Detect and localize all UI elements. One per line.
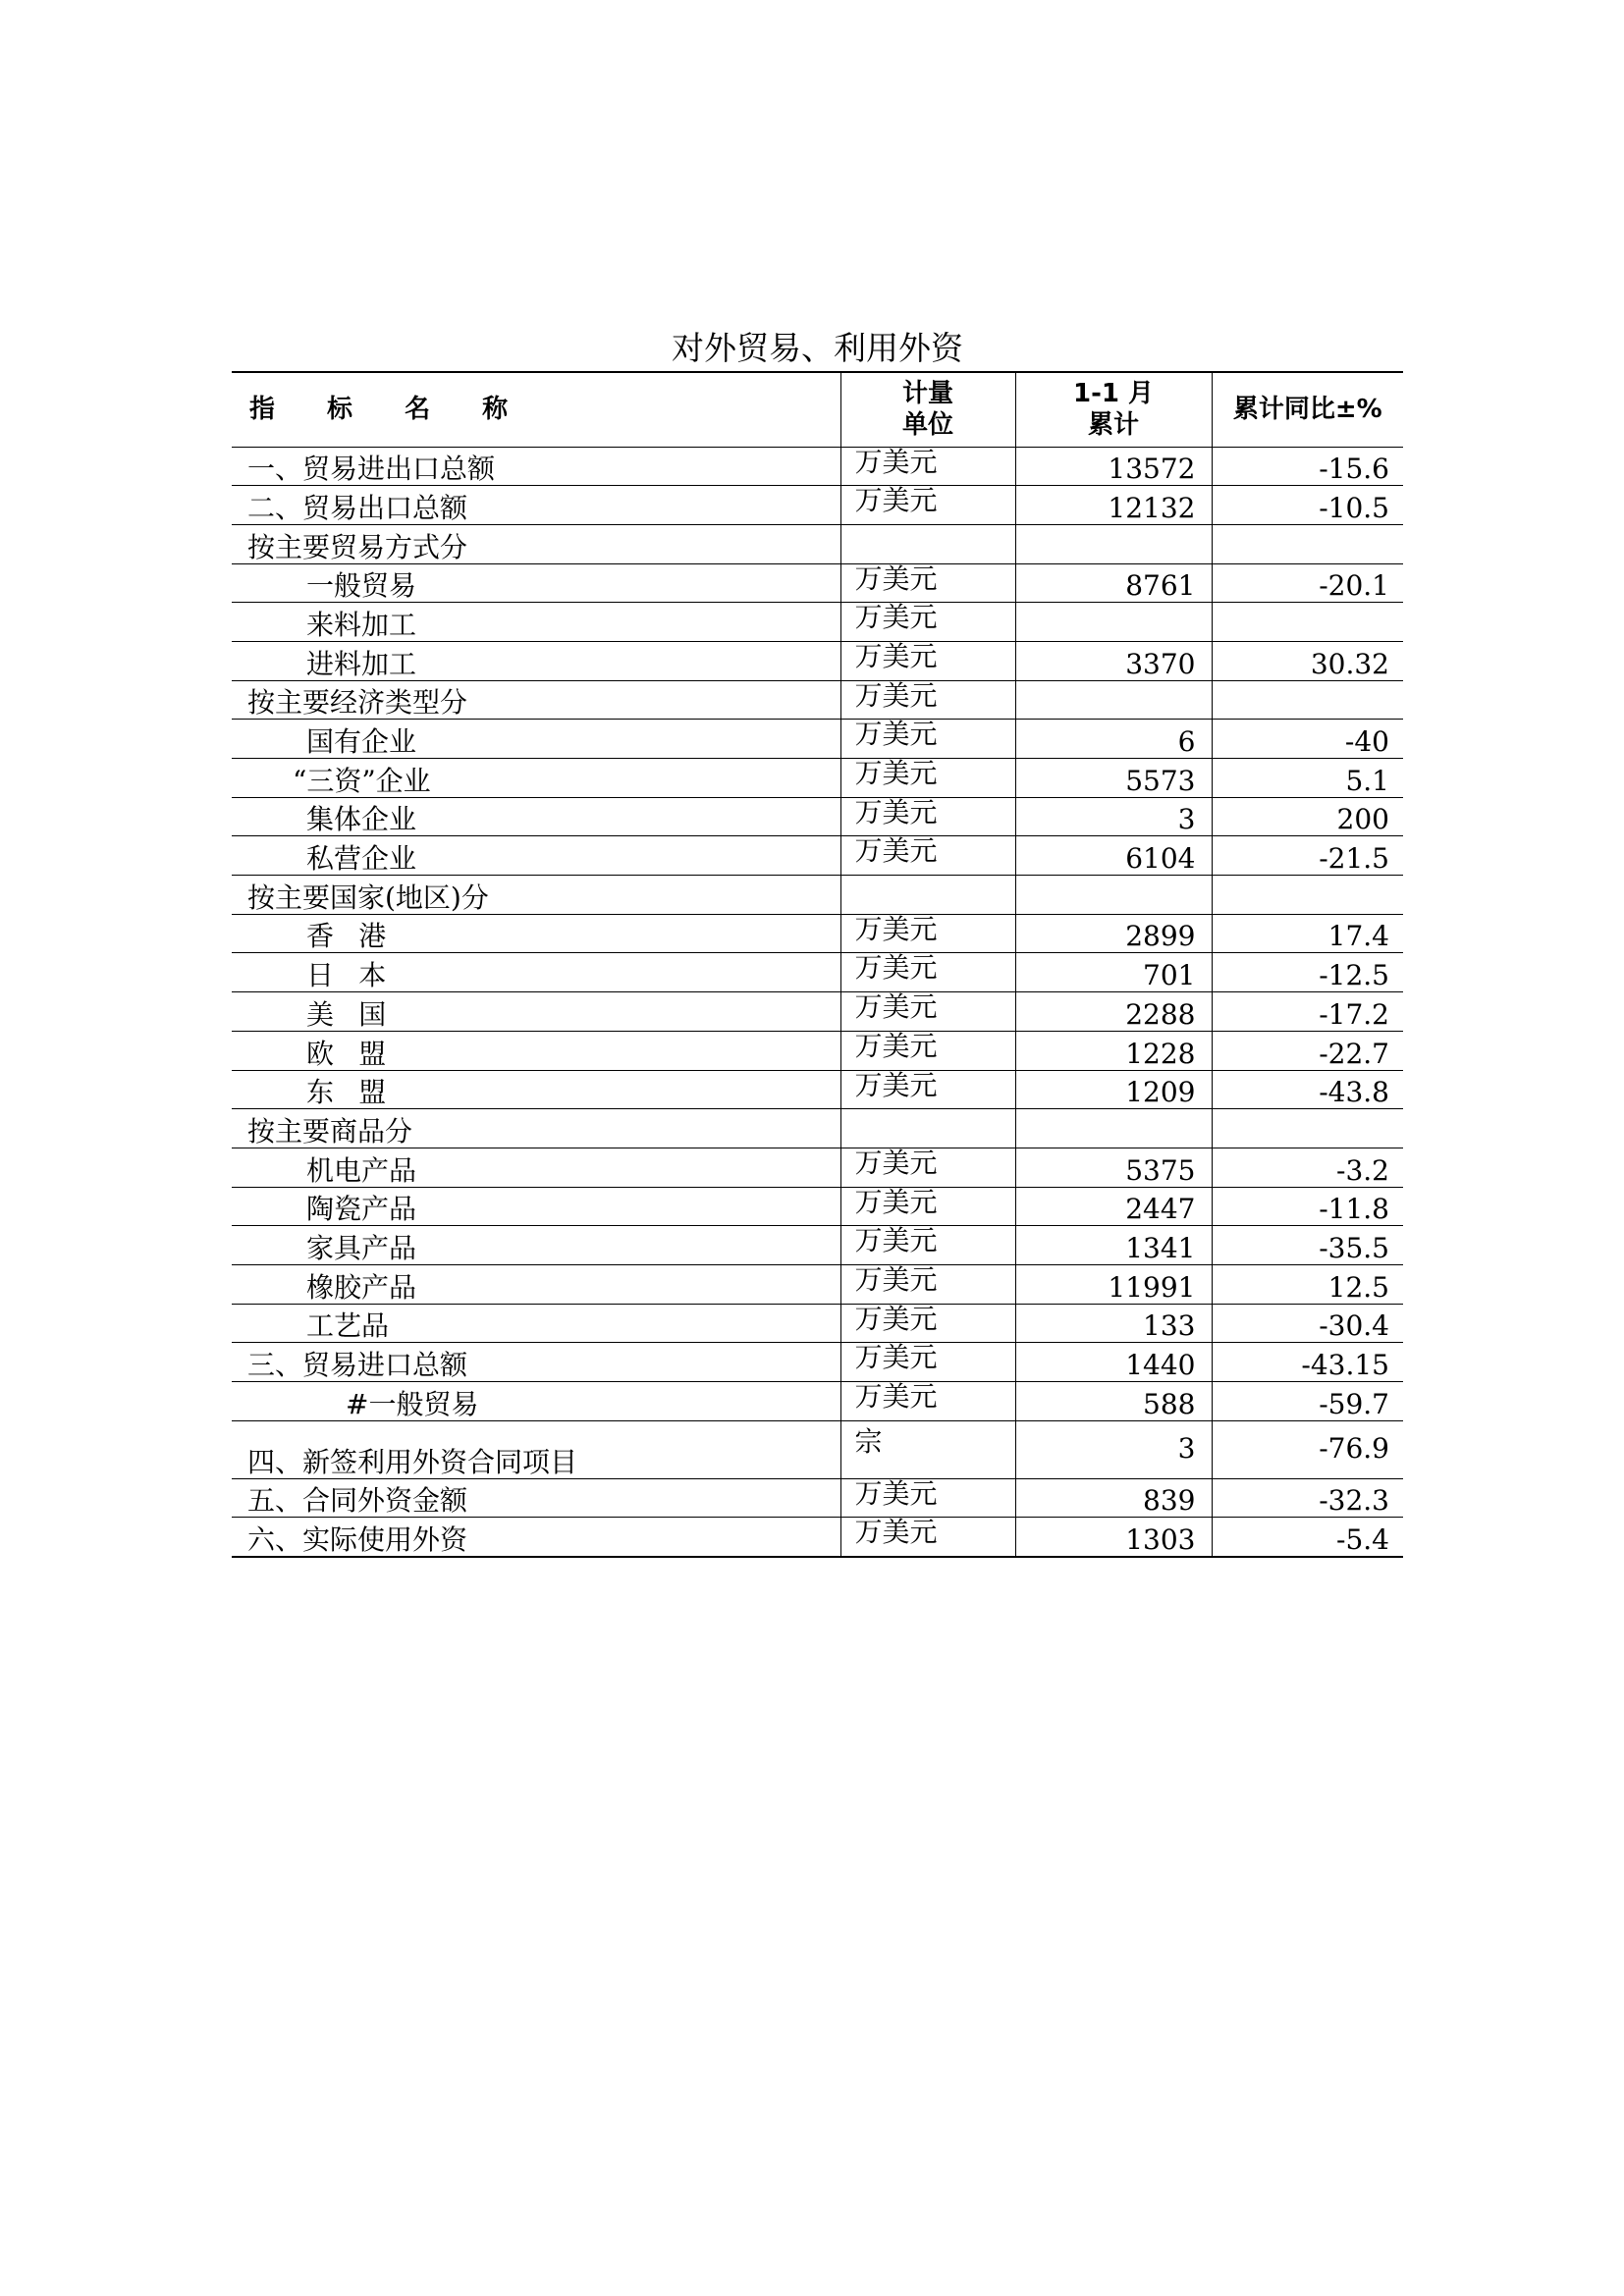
- row-value: [1015, 603, 1212, 642]
- row-value: 5375: [1015, 1148, 1212, 1187]
- row-yoy: -15.6: [1212, 447, 1403, 486]
- row-value: 5573: [1015, 759, 1212, 798]
- row-unit: [840, 1109, 1015, 1148]
- row-value: [1015, 680, 1212, 720]
- row-yoy: -22.7: [1212, 1031, 1403, 1070]
- row-yoy: 5.1: [1212, 759, 1403, 798]
- row-unit: 万美元: [840, 914, 1015, 953]
- row-yoy: -35.5: [1212, 1226, 1403, 1265]
- row-value: 2447: [1015, 1187, 1212, 1226]
- row-value: 839: [1015, 1478, 1212, 1518]
- row-name: 三、贸易进口总额: [232, 1343, 840, 1382]
- row-name: 家具产品: [232, 1226, 840, 1265]
- row-value: 701: [1015, 953, 1212, 992]
- row-value: 1341: [1015, 1226, 1212, 1265]
- row-yoy: -11.8: [1212, 1187, 1403, 1226]
- row-yoy: [1212, 524, 1403, 563]
- row-unit: 万美元: [840, 1343, 1015, 1382]
- row-unit: 万美元: [840, 1070, 1015, 1109]
- row-unit: 万美元: [840, 953, 1015, 992]
- row-yoy: -59.7: [1212, 1382, 1403, 1421]
- row-unit: 万美元: [840, 992, 1015, 1032]
- row-yoy: -20.1: [1212, 563, 1403, 603]
- row-unit: 万美元: [840, 563, 1015, 603]
- table-row: [232, 563, 1403, 603]
- table-row: [232, 1382, 1403, 1421]
- row-value: 6104: [1015, 836, 1212, 876]
- row-name: 六、实际使用外资: [232, 1518, 840, 1557]
- table-row: [232, 680, 1403, 720]
- row-yoy: [1212, 680, 1403, 720]
- row-yoy: -76.9: [1212, 1420, 1403, 1478]
- column-header-unit: [840, 372, 1015, 447]
- column-header-cumulative: [1015, 372, 1212, 447]
- row-name: 按主要商品分: [232, 1109, 840, 1148]
- column-header-yoy: 累计同比±%: [1212, 372, 1403, 447]
- row-yoy: 12.5: [1212, 1264, 1403, 1304]
- row-unit: 万美元: [840, 641, 1015, 680]
- row-yoy: -10.5: [1212, 486, 1403, 525]
- row-unit: 万美元: [840, 680, 1015, 720]
- row-unit: 万美元: [840, 1226, 1015, 1265]
- table-row: [232, 603, 1403, 642]
- row-value: 3: [1015, 1420, 1212, 1478]
- table-row: [232, 914, 1403, 953]
- row-value: 2288: [1015, 992, 1212, 1032]
- table-row: [232, 1070, 1403, 1109]
- row-yoy: [1212, 1109, 1403, 1148]
- row-value: 133: [1015, 1304, 1212, 1343]
- table-row: [232, 1518, 1403, 1557]
- row-name: 东盟: [232, 1070, 840, 1109]
- row-name: 来料加工: [232, 603, 840, 642]
- row-unit: 万美元: [840, 759, 1015, 798]
- row-name: 机电产品: [232, 1148, 840, 1187]
- row-name: 按主要经济类型分: [232, 680, 840, 720]
- table-row: [232, 1420, 1403, 1478]
- row-name: 按主要国家(地区)分: [232, 876, 840, 915]
- row-unit: 万美元: [840, 486, 1015, 525]
- row-unit: 万美元: [840, 1031, 1015, 1070]
- row-value: 11991: [1015, 1264, 1212, 1304]
- row-value: 8761: [1015, 563, 1212, 603]
- row-value: 588: [1015, 1382, 1212, 1421]
- table-header: [232, 372, 1403, 447]
- row-value: 3370: [1015, 641, 1212, 680]
- column-header-unit-line1: 计量: [901, 379, 953, 409]
- row-yoy: 30.32: [1212, 641, 1403, 680]
- row-value: 1228: [1015, 1031, 1212, 1070]
- row-value: [1015, 524, 1212, 563]
- row-name: 日本: [232, 953, 840, 992]
- table-row: [232, 1304, 1403, 1343]
- table-row: [232, 1109, 1403, 1148]
- row-name: #一般贸易: [232, 1382, 840, 1421]
- row-name: 一、贸易进出口总额: [232, 447, 840, 486]
- row-value: 1303: [1015, 1518, 1212, 1557]
- row-name: 五、合同外资金额: [232, 1478, 840, 1518]
- row-yoy: -30.4: [1212, 1304, 1403, 1343]
- row-yoy: -32.3: [1212, 1478, 1403, 1518]
- table-row: [232, 797, 1403, 836]
- row-unit: 万美元: [840, 1382, 1015, 1421]
- row-yoy: -5.4: [1212, 1518, 1403, 1557]
- column-header-cumulative-line1: 1-1 月: [1072, 379, 1155, 409]
- row-yoy: [1212, 876, 1403, 915]
- row-unit: 万美元: [840, 1304, 1015, 1343]
- page-title: 对外贸易、利用外资: [672, 329, 963, 367]
- row-name: 香港: [232, 914, 840, 953]
- row-unit: 万美元: [840, 1518, 1015, 1557]
- row-unit: 万美元: [840, 836, 1015, 876]
- table-row: [232, 953, 1403, 992]
- row-value: [1015, 1109, 1212, 1148]
- row-unit: 万美元: [840, 447, 1015, 486]
- table-row: [232, 992, 1403, 1032]
- column-header-unit-line2: 单位: [901, 410, 953, 441]
- row-unit: 万美元: [840, 603, 1015, 642]
- row-value: 1440: [1015, 1343, 1212, 1382]
- row-name: 二、贸易出口总额: [232, 486, 840, 525]
- row-value: 13572: [1015, 447, 1212, 486]
- table-row: [232, 1031, 1403, 1070]
- row-yoy: -40: [1212, 720, 1403, 759]
- row-yoy: -43.15: [1212, 1343, 1403, 1382]
- row-yoy: -43.8: [1212, 1070, 1403, 1109]
- row-name: 私营企业: [232, 836, 840, 876]
- row-name: 陶瓷产品: [232, 1187, 840, 1226]
- row-name: “三资”企业: [232, 759, 840, 798]
- table-row: [232, 1148, 1403, 1187]
- row-unit: 万美元: [840, 1478, 1015, 1518]
- table-row: [232, 1264, 1403, 1304]
- column-header-cumulative-line2: 累计: [1087, 410, 1139, 441]
- row-yoy: [1212, 603, 1403, 642]
- row-unit: 宗: [840, 1420, 1015, 1478]
- table-row: [232, 1226, 1403, 1265]
- row-yoy: 17.4: [1212, 914, 1403, 953]
- table-row: [232, 836, 1403, 876]
- table-row: [232, 1187, 1403, 1226]
- row-unit: 万美元: [840, 1187, 1015, 1226]
- table-row: [232, 447, 1403, 486]
- column-header-indicator: 指 标 名 称: [232, 372, 840, 447]
- row-value: 12132: [1015, 486, 1212, 525]
- row-name: 欧盟: [232, 1031, 840, 1070]
- row-name: 进料加工: [232, 641, 840, 680]
- row-name: 橡胶产品: [232, 1264, 840, 1304]
- table-row: [232, 720, 1403, 759]
- row-name: 美国: [232, 992, 840, 1032]
- table-row: [232, 641, 1403, 680]
- row-name: 按主要贸易方式分: [232, 524, 840, 563]
- row-yoy: 200: [1212, 797, 1403, 836]
- row-yoy: -12.5: [1212, 953, 1403, 992]
- row-value: 1209: [1015, 1070, 1212, 1109]
- row-unit: [840, 524, 1015, 563]
- table-row: [232, 1343, 1403, 1382]
- row-name: 一般贸易: [232, 563, 840, 603]
- row-value: 3: [1015, 797, 1212, 836]
- row-yoy: -17.2: [1212, 992, 1403, 1032]
- row-unit: 万美元: [840, 1148, 1015, 1187]
- row-unit: 万美元: [840, 720, 1015, 759]
- table-row: [232, 524, 1403, 563]
- header-row: [232, 372, 1403, 447]
- row-value: 2899: [1015, 914, 1212, 953]
- row-value: 6: [1015, 720, 1212, 759]
- row-yoy: -3.2: [1212, 1148, 1403, 1187]
- statistics-table: [232, 371, 1403, 1558]
- row-name: 国有企业: [232, 720, 840, 759]
- row-name: 集体企业: [232, 797, 840, 836]
- row-unit: [840, 876, 1015, 915]
- row-name: 四、新签利用外资合同项目: [232, 1420, 840, 1478]
- table-row: [232, 486, 1403, 525]
- row-yoy: -21.5: [1212, 836, 1403, 876]
- row-value: [1015, 876, 1212, 915]
- table-row: [232, 759, 1403, 798]
- table-body: [232, 447, 1403, 1557]
- row-unit: 万美元: [840, 797, 1015, 836]
- row-unit: 万美元: [840, 1264, 1015, 1304]
- row-name: 工艺品: [232, 1304, 840, 1343]
- table-row: [232, 1478, 1403, 1518]
- table-row: [232, 876, 1403, 915]
